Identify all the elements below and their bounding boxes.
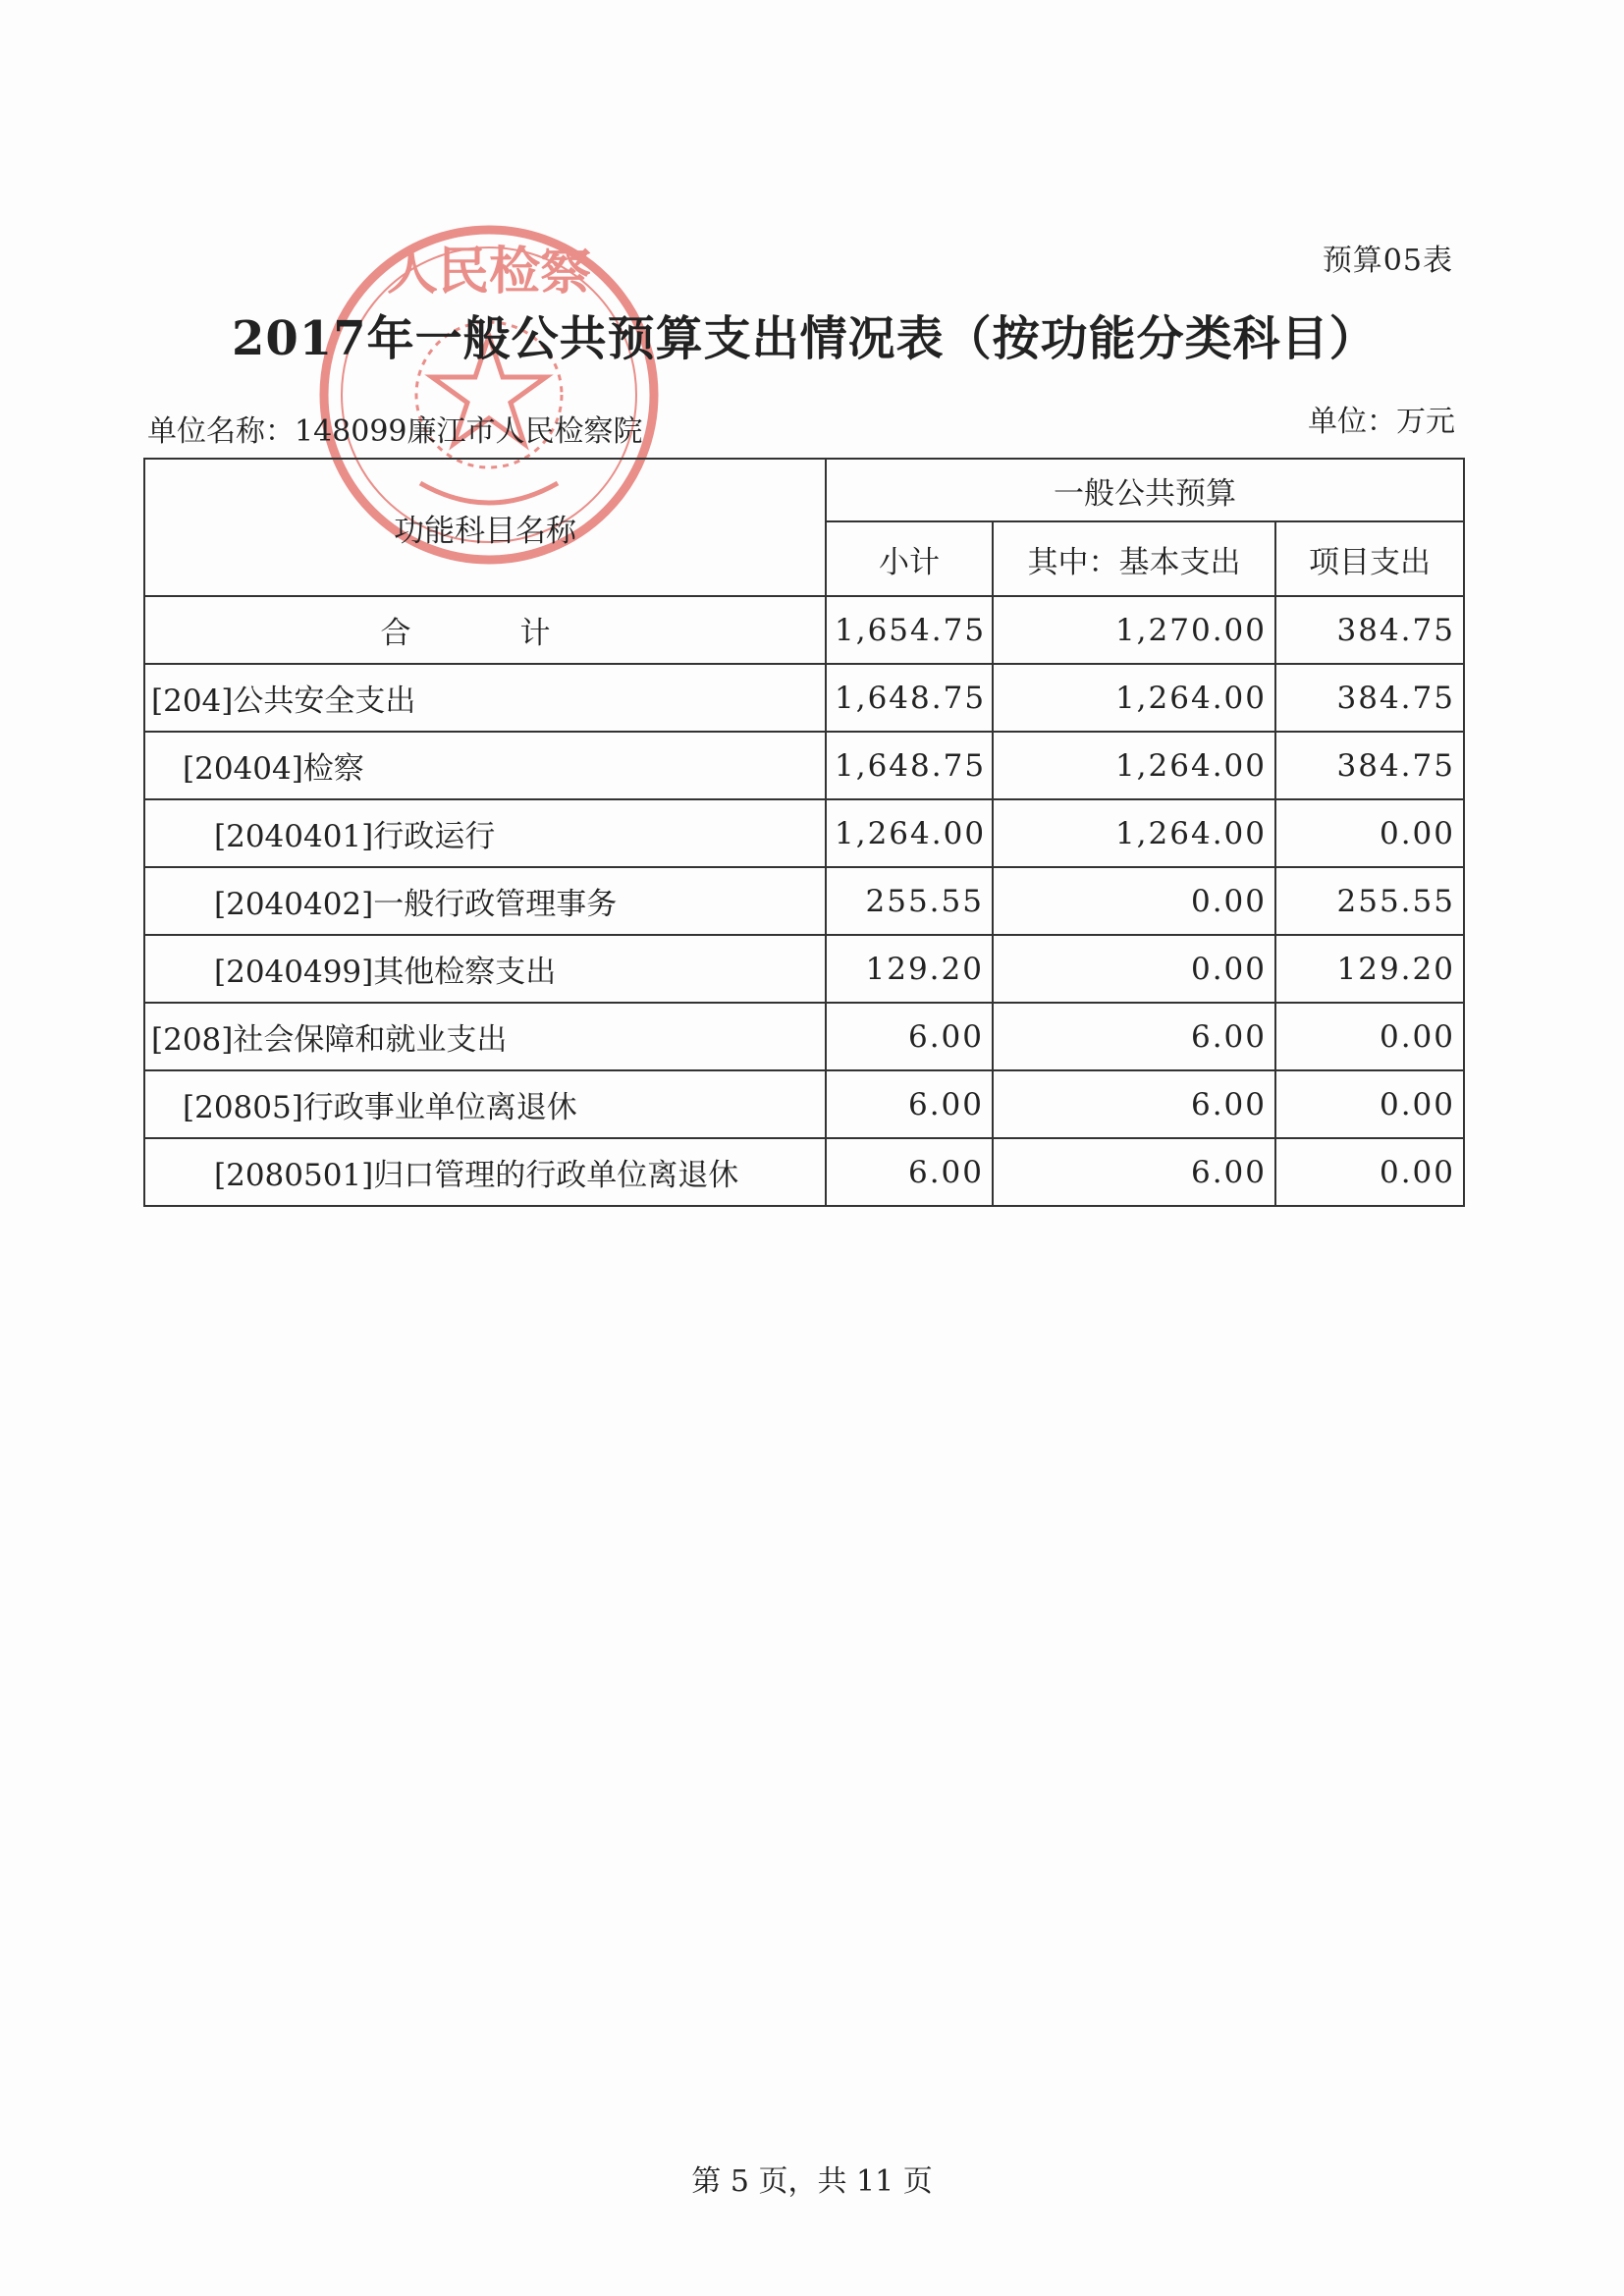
row-basic: 6.00 [993,1003,1275,1070]
row-name: [2040499]其他检察支出 [144,935,826,1003]
row-subtotal: 1,264.00 [826,799,993,867]
row-name: 合 计 [144,596,826,664]
row-project: 255.55 [1275,867,1464,935]
row-subtotal: 6.00 [826,1138,993,1206]
row-subtotal: 1,654.75 [826,596,993,664]
row-basic: 6.00 [993,1070,1275,1138]
budget-table [143,458,1465,1207]
row-project: 384.75 [1275,664,1464,732]
row-subtotal: 129.20 [826,935,993,1003]
header-name: 功能科目名称 [144,459,826,596]
row-subtotal: 6.00 [826,1070,993,1138]
row-project: 0.00 [1275,1003,1464,1070]
page-title: 2017年一般公共预算支出情况表（按功能分类科目） [232,311,1378,366]
row-project: 384.75 [1275,596,1464,664]
row-subtotal: 255.55 [826,867,993,935]
header-basic: 其中：基本支出 [993,521,1275,596]
row-project: 129.20 [1275,935,1464,1003]
unit-label: 单位：万元 [1308,405,1455,439]
table-row [144,732,1464,799]
table-row [144,1003,1464,1070]
seal-lettering: 人民检察 [386,242,592,301]
table-row [144,664,1464,732]
header-group: 一般公共预算 [826,459,1464,521]
row-basic: 0.00 [993,867,1275,935]
row-subtotal: 1,648.75 [826,732,993,799]
row-project: 0.00 [1275,1138,1464,1206]
row-name: [20404]检察 [144,732,826,799]
row-name: [208]社会保障和就业支出 [144,1003,826,1070]
form-number: 预算05表 [1322,244,1453,278]
row-name: [2040402]一般行政管理事务 [144,867,826,935]
row-basic: 6.00 [993,1138,1275,1206]
page-footer: 第 5 页，共 11 页 [691,2164,933,2199]
table-row [144,596,1464,664]
header-project: 项目支出 [1275,521,1464,596]
row-name: [20805]行政事业单位离退休 [144,1070,826,1138]
row-basic: 1,264.00 [993,799,1275,867]
table-row [144,799,1464,867]
table-row [144,867,1464,935]
table-row [144,1138,1464,1206]
row-project: 0.00 [1275,799,1464,867]
row-name: [2080501]归口管理的行政单位离退休 [144,1138,826,1206]
table-row [144,935,1464,1003]
row-name: [2040401]行政运行 [144,799,826,867]
header-subtotal: 小计 [826,521,993,596]
row-basic: 1,264.00 [993,664,1275,732]
row-name: [204]公共安全支出 [144,664,826,732]
row-basic: 1,264.00 [993,732,1275,799]
row-basic: 1,270.00 [993,596,1275,664]
row-subtotal: 1,648.75 [826,664,993,732]
row-project: 384.75 [1275,732,1464,799]
unit-name: 单位名称：148099廉江市人民检察院 [147,414,643,449]
row-basic: 0.00 [993,935,1275,1003]
row-subtotal: 6.00 [826,1003,993,1070]
table-row [144,1070,1464,1138]
row-project: 0.00 [1275,1070,1464,1138]
